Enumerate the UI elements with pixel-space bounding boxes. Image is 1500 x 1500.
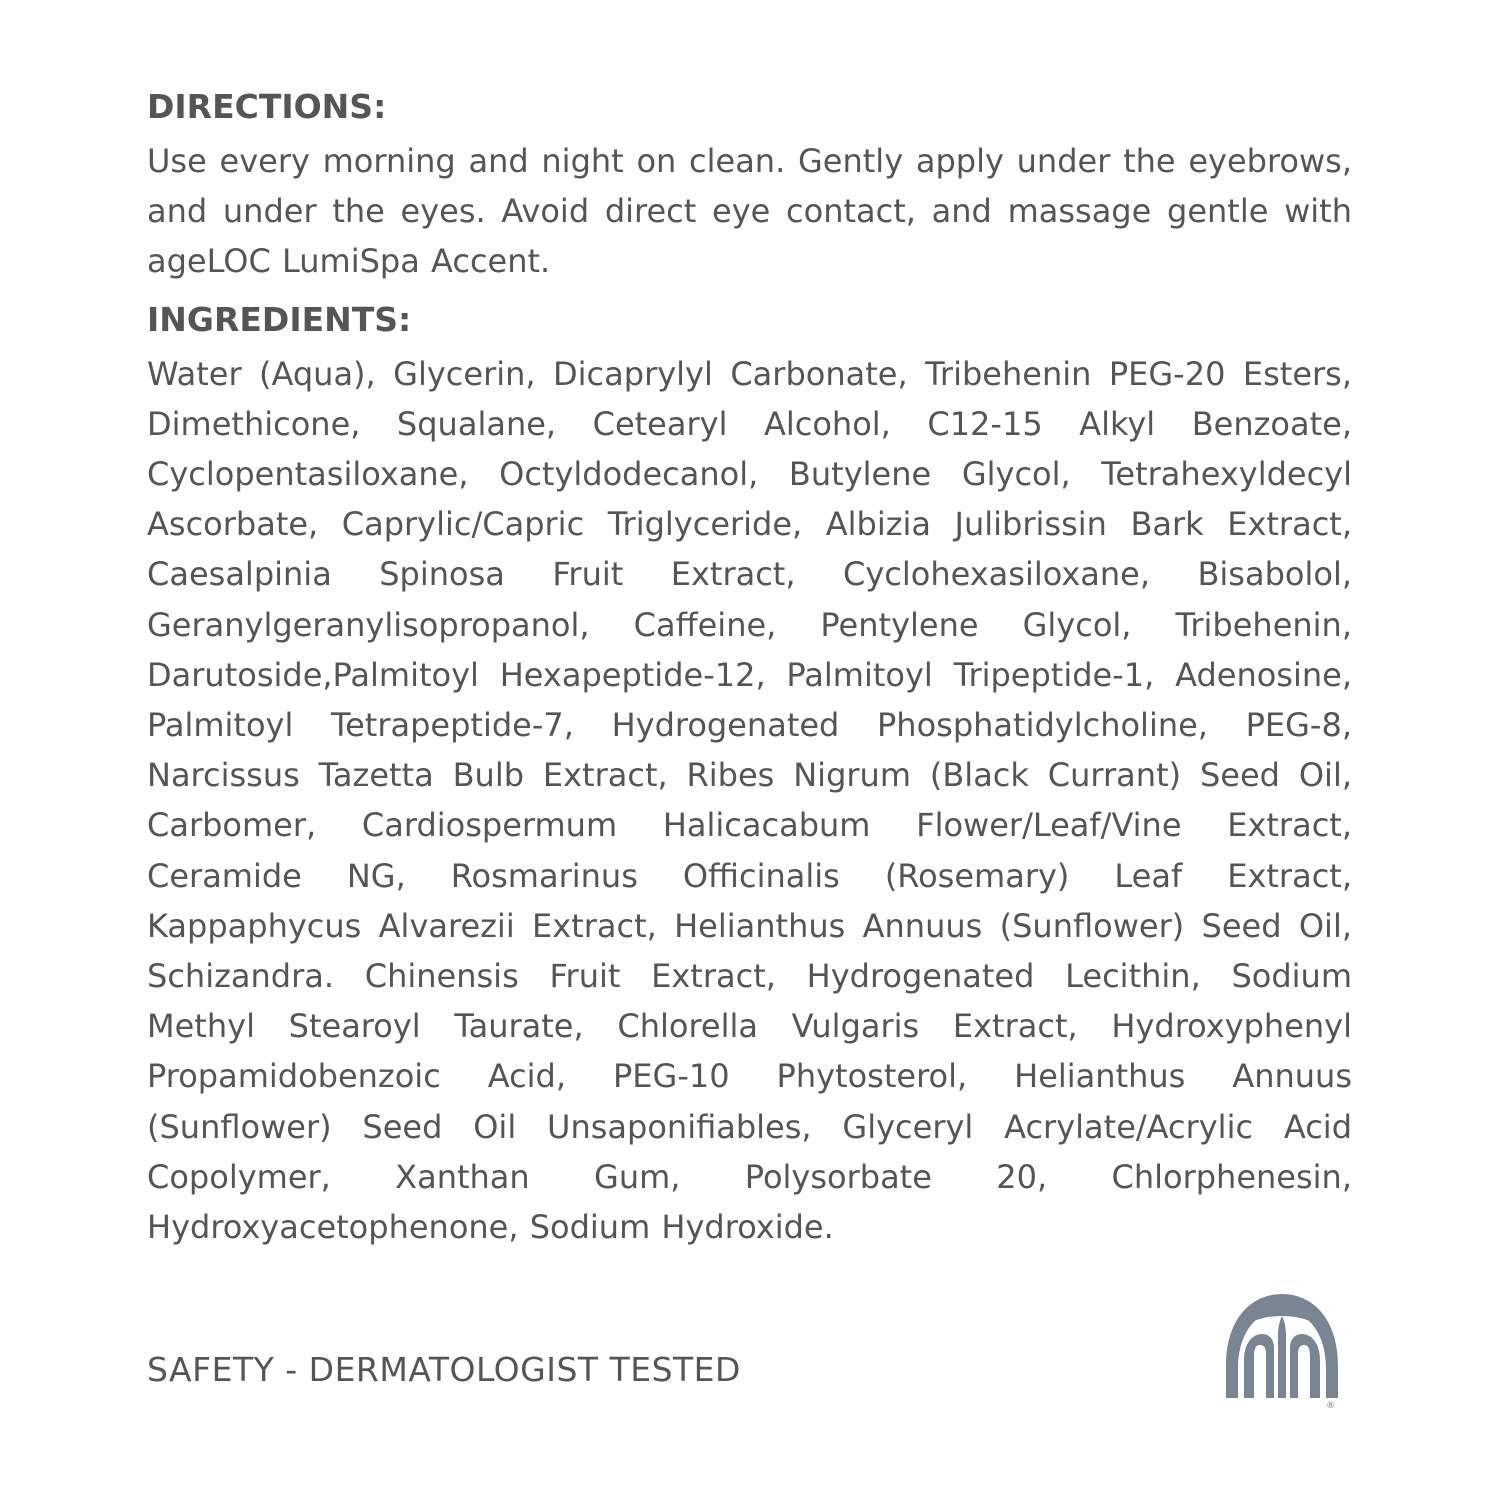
safety-statement: SAFETY - DERMATOLOGIST TESTED	[147, 1350, 741, 1389]
ingredients-heading: INGREDIENTS:	[147, 299, 412, 339]
brand-logo-icon	[1222, 1288, 1342, 1410]
product-info	[147, 84, 1352, 1252]
registered-mark: ®	[1326, 1401, 1335, 1410]
directions-heading: DIRECTIONS:	[147, 87, 387, 126]
ingredients-text: Water (Aqua), Glycerin, Dicaprylyl Carbonate, Tribehenin PEG-20 Esters, Dimethicone, Squalane, Cetearyl Alcohol, C12-15 Alkyl Benzoate, Cyclopentasiloxane, Octyldodecanol, Butylene Glycol, Tetrahexyldecyl Ascorbate, Caprylic/Capric Triglyceride, Albizia Julibrissin Bark Extract, Caesalpinia Spinosa Fruit Extract, Cyclohexasiloxane, Bisabolol, Geranylgeranylisopropanol, Caffeine, Pentylene Glycol, Tribehenin, Darutoside,Palmitoyl Hexapeptide-12, Palmitoyl Tripeptide-1, Adenosine, Palmitoyl Tetrapeptide-7, Hydrogenated Phosphatidylcholine, PEG-8, Narcissus Tazetta Bulb Extract, Ribes Nigrum (Black Currant) Seed Oil, Carbomer, Cardiospermum Halicacabum Flower/Leaf/Vine Extract, Ceramide NG, Rosmarinus Officinalis (Rosemary) Leaf Extract, Kappaphycus Alvarezii Extract, Helianthus Annuus (Sunflower) Seed Oil, Schizandra. Chinensis Fruit Extract, Hydrogenated Lecithin, Sodium Methyl Stearoyl Taurate, Chlorella Vulgaris Extract, Hydroxyphenyl Propamidobenzoic Acid, PEG-10 Phytosterol, Helianthus Annuus (Sunflower) Seed Oil Unsaponifiables, Glyceryl Acrylate/Acrylic Acid Copolymer, Xanthan Gum, Polysorbate 20, Chlorphenesin, Hydroxyacetophenone, Sodium Hydroxide.	[147, 354, 1352, 1247]
directions-text: Use every morning and night on clean. Gently apply under the eyebrows, and under the eyes. Avoid direct eye contact, and massage gentle with ageLOC LumiSpa Accent.	[147, 142, 1352, 281]
